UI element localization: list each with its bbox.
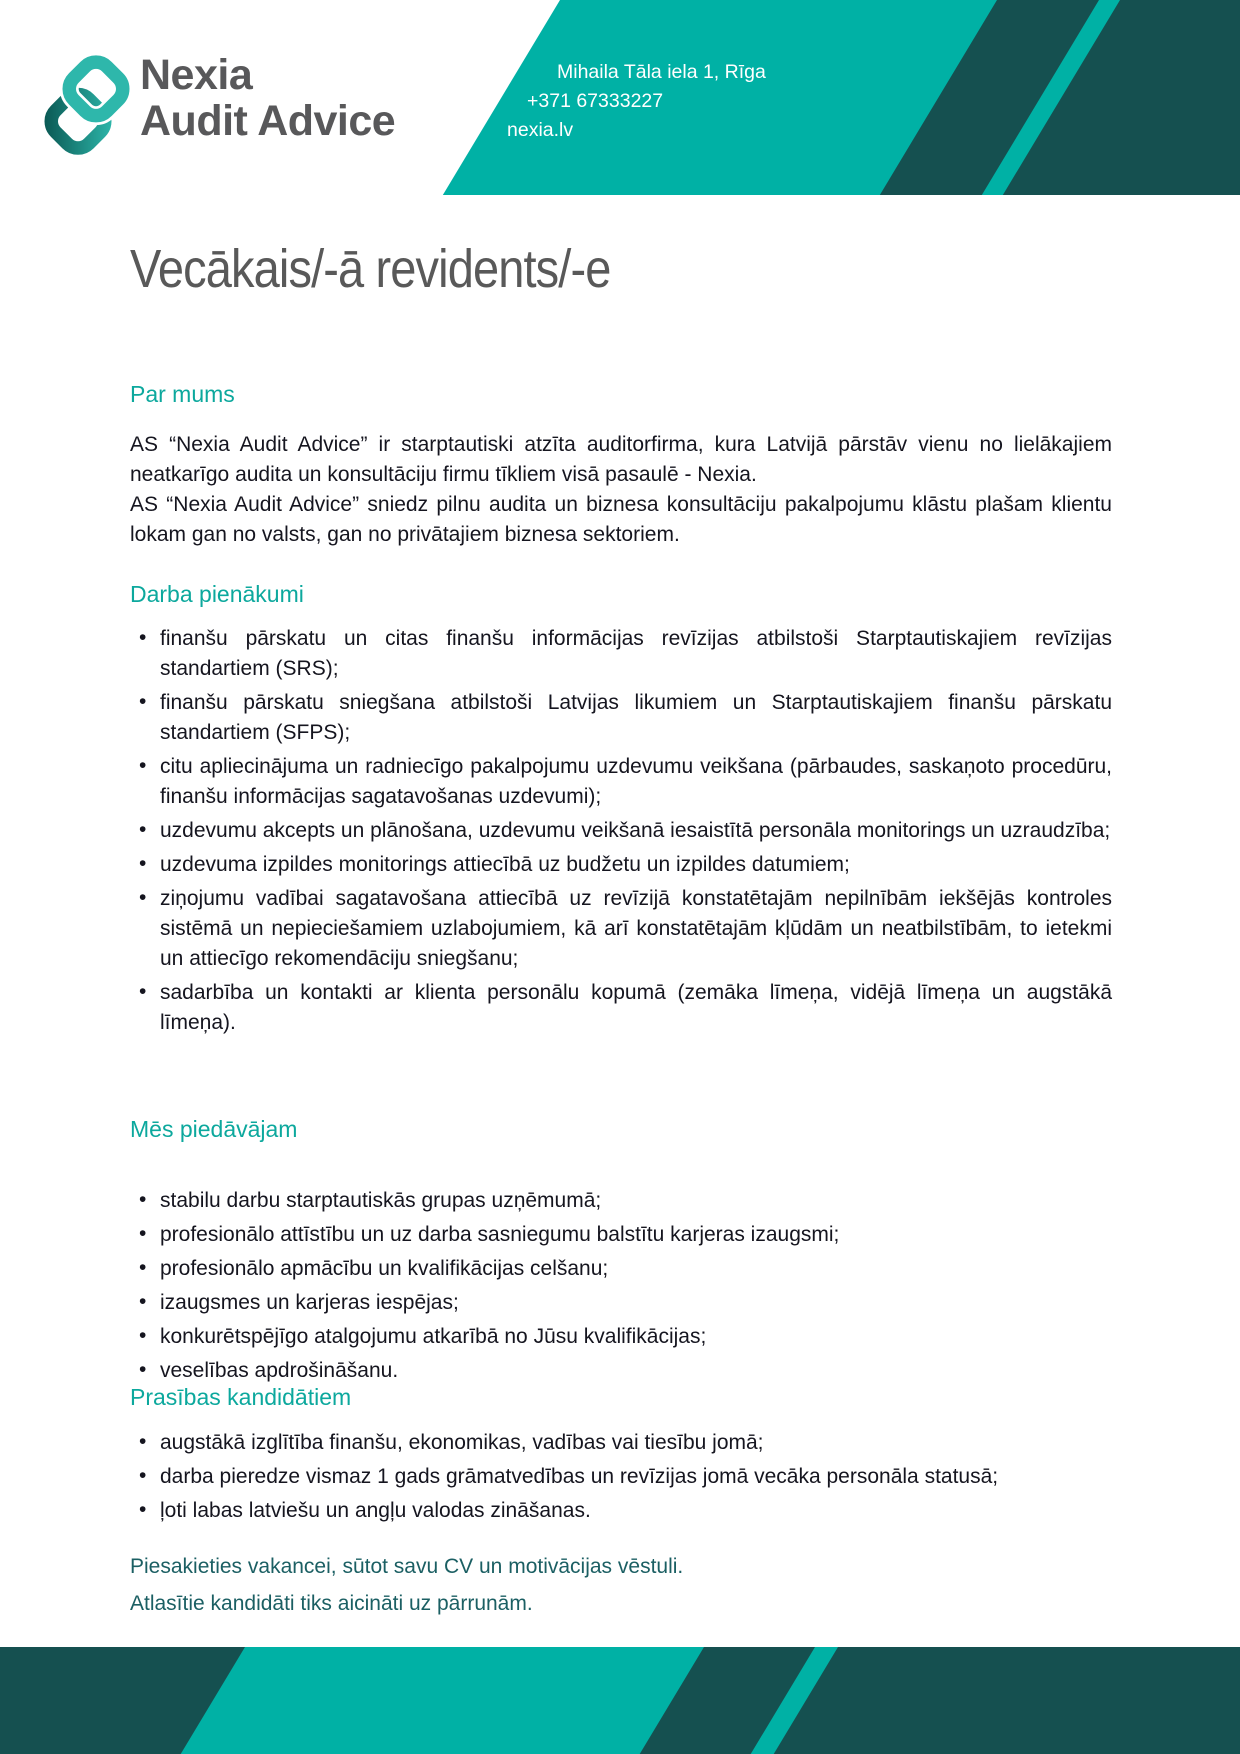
list-item: • uzdevumu akcepts un plānošana, uzdevumu veikšanā iesaistītā personāla monitorings un uzraudzība;: [130, 816, 1112, 846]
list-item: • citu apliecinājuma un radniecīgo pakalpojumu uzdevumu veikšana (pārbaudes, saskaņoto procedūru, finanšu informācijas sagatavošanas uzdevumi);: [130, 752, 1112, 812]
list-item: • uzdevuma izpildes monitorings attiecībā uz budžetu un izpildes datumiem;: [130, 850, 1112, 880]
requirements-list: [130, 1428, 1112, 1530]
about-paragraph-1: AS “Nexia Audit Advice” ir starptautiski atzīta auditorfirma, kura Latvijā pārstāv vienu no lielākajiem neatkarīgo audita un konsultāciju firmu tīkliem visā pasaulē - Nexia.: [130, 433, 1112, 486]
list-item: • veselības apdrošināšanu.: [130, 1356, 1112, 1386]
list-item: • finanšu pārskatu un citas finanšu informācijas revīzijas atbilstoši Starptautiskajiem revīzijas standartiem (SRS);: [130, 624, 1112, 684]
list-item: • profesionālo apmācību un kvalifikācijas celšanu;: [130, 1254, 1112, 1284]
section-heading-offer: Mēs piedāvājam: [130, 1116, 298, 1142]
list-item: • sadarbība un kontakti ar klienta personālu kopumā (zemāka līmeņa, vidējā līmeņa un augstākā līmeņa).: [130, 978, 1112, 1038]
apply-line-1: Piesakieties vakancei, sūtot savu CV un motivācijas vēstuli.: [130, 1555, 684, 1578]
list-item: • darba pieredze vismaz 1 gads grāmatvedības un revīzijas jomā vecāka personāla statusā;: [130, 1462, 1112, 1492]
contact-phone: +371 67333227: [527, 90, 664, 112]
contact-address: Mihaila Tāla iela 1, Rīga: [557, 61, 766, 83]
nexia-logo-icon: [42, 50, 132, 162]
list-item: • ziņojumu vadībai sagatavošana attiecībā uz revīzijā konstatētajām nepilnībām iekšējās kontroles sistēmā un nepieciešamiem uzlabojumiem, kā arī konstatētajām kļūdām un neatbilstībām, to ietekmi un attiecīgo rekomendāciju sniegšanu;: [130, 884, 1112, 974]
list-item: • profesionālo attīstību un uz darba sasniegumu balstītu karjeras izaugsmi;: [130, 1220, 1112, 1250]
company-name-line2: Audit Advice: [140, 97, 396, 145]
apply-instructions: [130, 1548, 1112, 1622]
about-paragraph-2: AS “Nexia Audit Advice” sniedz pilnu audita un biznesa konsultāciju pakalpojumu klāstu plašam klientu lokam gan no valsts, gan no privātajiem biznesa sektoriem.: [130, 493, 1112, 546]
footer-banner: [0, 1647, 1240, 1754]
company-name-line1: Nexia: [140, 51, 253, 99]
list-item: • augstākā izglītība finanšu, ekonomikas, vadības vai tiesību jomā;: [130, 1428, 1112, 1458]
list-item: • konkurētspējīgo atalgojumu atkarībā no Jūsu kvalifikācijas;: [130, 1322, 1112, 1352]
offer-list: [130, 1186, 1112, 1390]
list-item: • stabilu darbu starptautiskās grupas uzņēmumā;: [130, 1186, 1112, 1216]
section-heading-about: Par mums: [130, 381, 235, 407]
footer-teal-stripe: [751, 1647, 838, 1754]
footer-teal-parallelogram: [181, 1647, 704, 1754]
document-content: [130, 0, 1112, 1754]
list-item: • ļoti labas latviešu un angļu valodas zināšanas.: [130, 1496, 1112, 1526]
about-paragraphs: [130, 430, 1112, 550]
duties-list: [130, 624, 1112, 1042]
section-heading-duties: Darba pienākumi: [130, 581, 304, 607]
contact-website: nexia.lv: [507, 119, 574, 141]
page-title: Vecākais/-ā revidents/-e: [130, 239, 611, 299]
list-item: • izaugsmes un karjeras iespējas;: [130, 1288, 1112, 1318]
section-heading-requirements: Prasības kandidātiem: [130, 1384, 352, 1410]
apply-line-2: Atlasītie kandidāti tiks aicināti uz pārrunām.: [130, 1592, 533, 1615]
list-item: • finanšu pārskatu sniegšana atbilstoši Latvijas likumiem un Starptautiskajiem finanšu pārskatu standartiem (SFPS);: [130, 688, 1112, 748]
